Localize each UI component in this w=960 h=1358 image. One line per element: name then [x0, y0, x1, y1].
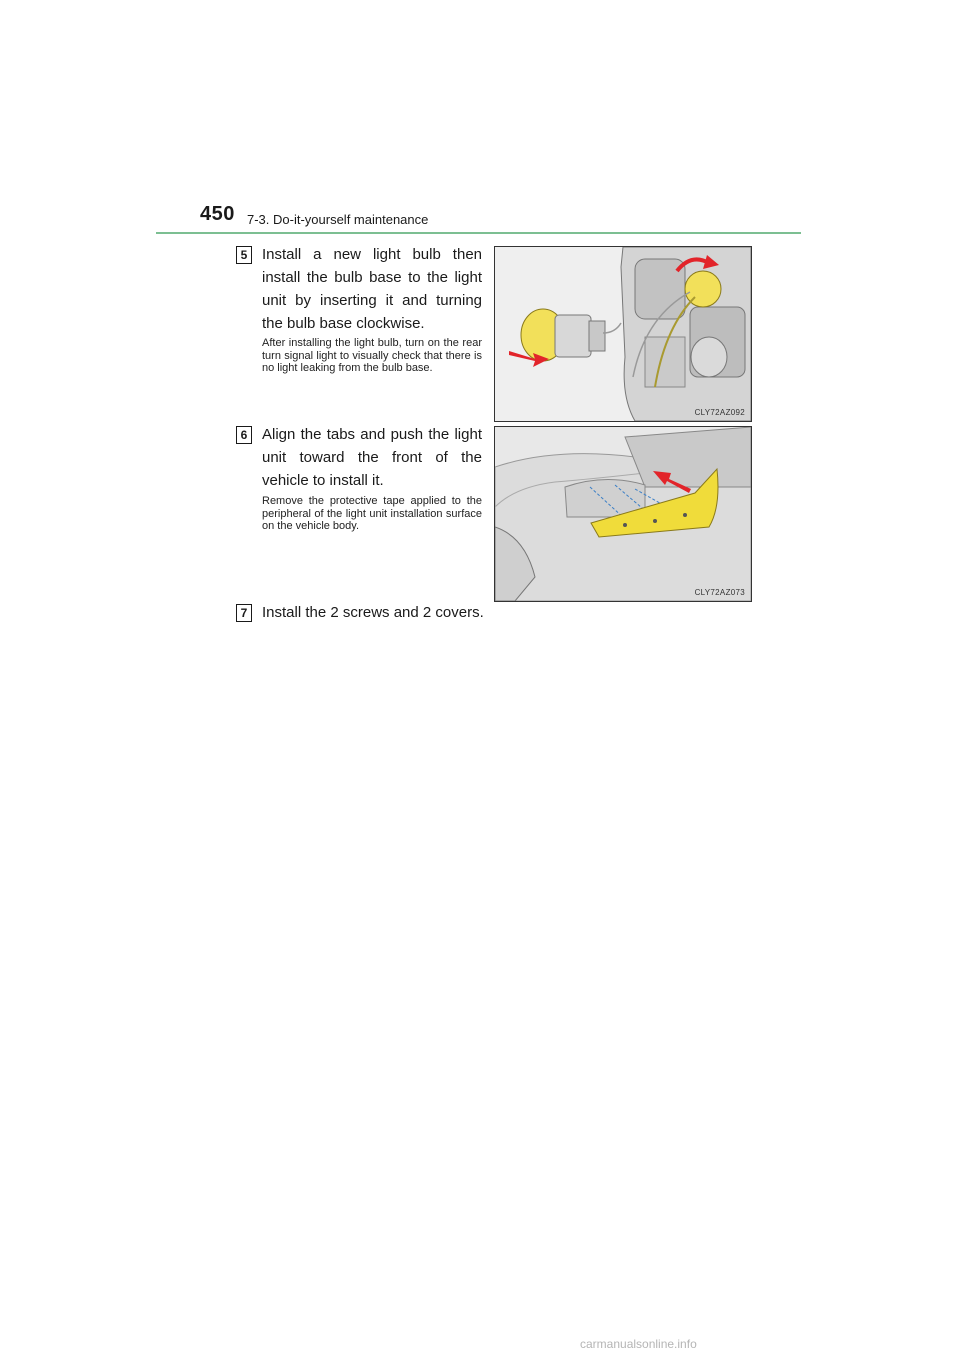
figure-code: CLY72AZ073 — [694, 588, 745, 597]
step-7-text: Install the 2 screws and 2 covers. — [262, 604, 484, 621]
header-rule — [156, 232, 801, 234]
section-title: 7-3. Do-it-yourself maintenance — [247, 212, 429, 227]
page-number: 450 — [200, 203, 235, 225]
step-5-number: 5 — [236, 246, 252, 264]
step-5-text: Install a new light bulb then install the bulb base to the light unit by inserting it and turning the bulb base clockwise. — [262, 246, 482, 332]
step-7-number: 7 — [236, 604, 252, 622]
page-header — [200, 203, 800, 233]
step-6-text: Align the tabs and push the light unit toward the front of the vehicle to install it. — [262, 426, 482, 489]
bulb-install-illustration — [495, 247, 751, 421]
bulb-install-figure — [494, 246, 752, 422]
footer-watermark: carmanualsonline.info — [580, 1337, 697, 1351]
figure-code: CLY72AZ092 — [694, 408, 745, 417]
step-6-note: Remove the protective tape applied to the peripheral of the light unit installation surface on the vehicle body. — [262, 495, 482, 532]
light-unit-install-illustration — [495, 427, 751, 601]
step-6-number: 6 — [236, 426, 252, 444]
step-5-note: After installing the light bulb, turn on the rear turn signal light to visually check that there is no light leaking from the bulb base. — [262, 337, 482, 374]
light-unit-install-figure — [494, 426, 752, 602]
